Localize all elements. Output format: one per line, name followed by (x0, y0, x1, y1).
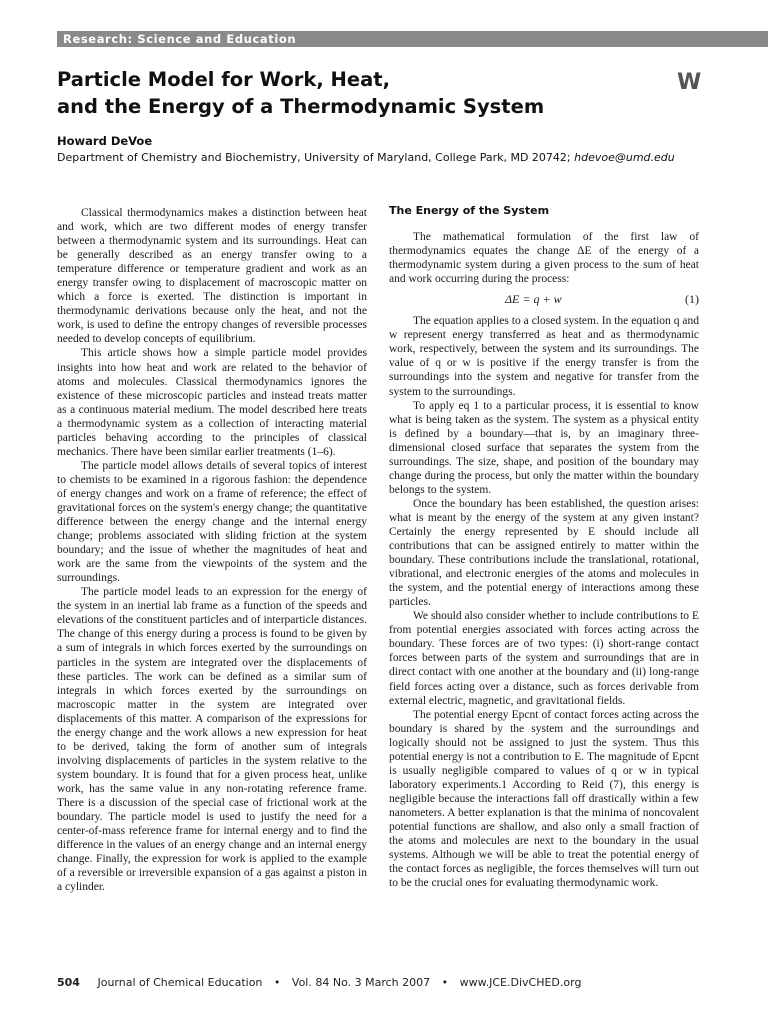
web-enhanced-logo-icon: W (677, 70, 701, 95)
author-email-link[interactable]: hdevoe@umd.edu (574, 151, 675, 164)
body-paragraph: To apply eq 1 to a particular process, it is essential to know what is being taken as the system. The system as a physical entity is defined by a boundary—that is, by an imaginary three-dimensional closed surface that separates the system from the surroundings. The size, shape, and position of the boundary may change during the process, but only the matter within the boundary belongs to the system. (389, 399, 699, 496)
page-footer (57, 976, 581, 989)
issue-info: Vol. 84 No. 3 March 2007 (291, 976, 431, 989)
title-line-2: and the Energy of a Thermodynamic System (57, 95, 545, 118)
article-title (57, 66, 637, 120)
body-paragraph: We should also consider whether to include contributions to E from potential energies associated with forces acting across the boundary. These forces are of two types: (i) short-range contact forces between parts of the system and surroundings that are in direct contact with one another at the boundary and (ii) long-range field forces acting over a distance, such as forces derivable from external electric, magnetic, and gravitational fields. (389, 610, 699, 707)
body-paragraph: This article shows how a simple particle model provides insights into how heat and work are related to the behavior of atoms and molecules. Classical thermodynamics ignores the existence of these microscopic particles and instead treats matter as a continuous material medium. The model described here treats a thermodynamic system as a collection of interacting material particles behaving according to the principles of classical mechanics. There have been similar earlier treatments (1–6). (57, 347, 367, 458)
body-paragraph: Once the boundary has been established, the question arises: what is meant by the energy of the system at any given instant? Certainly the energy represented by E should include all contributions that can be assigned entirely to matter within the boundary. These contributions include the translational, rotational, vibrational, and electronic energies of the atoms and molecules in the system, and the potential energy of interactions among these particles. (389, 497, 699, 609)
body-paragraph: The particle model allows details of several topics of interest to chemists to be examined in a rigorous fashion: the dependence of energy changes and work on a frame of reference; the effect of gravitational forces on the system's energy change; the quantitative difference between the energy change and the internal energy change; problems associated with sliding friction at the system boundary; and the issue of whether the magnitudes of heat and work are the same from the viewpoints of the system and the surroundings. (57, 459, 367, 585)
section-banner (57, 31, 768, 47)
page-number: 504 (57, 976, 80, 989)
section-heading: The Energy of the System (389, 204, 550, 217)
journal-website-link[interactable]: www.JCE.DivCHED.org (459, 976, 582, 989)
equation-1 (389, 292, 699, 306)
equation-number: (1) (685, 292, 699, 307)
bullet-separator: • (441, 976, 449, 989)
right-column (389, 204, 699, 890)
equation-expression: ΔE = q + w (505, 292, 562, 307)
body-paragraph: The mathematical formulation of the first law of thermodynamics equates the change ΔE of the energy of a thermodynamic system during a given process to the sum of heat and work occurring during the process: (389, 231, 699, 286)
body-paragraph: The particle model leads to an expression for the energy of the system in an inertial lab frame as a function of the speeds and elevations of the constituent particles and of interparticle distances. The change of this energy during a process is found to be given by a sum of integrals in which forces exerted by the surroundings on particles in the system are integrated over the displacements of these particles. The work can be defined as a similar sum of integrals in which forces exerted by the surroundings on macroscopic matter in the system are integrated over displacements of this matter. A comparison of the expressions for the energy change and the work allows a new expression for heat to be derived, taking the form of another sum of integrals involving displacements of particles in the system relative to the system boundary. It is found that for a given process heat, unlike work, has the same value in any non-rotating reference frame. There is a discussion of the special case of frictional work at the boundary. The particle model is used to justify the need for a center-of-mass reference frame for internal energy and to find the difference in the values of an energy change and an internal energy change. Finally, the expression for work is applied to the example of a reversible or irreversible expansion of a gas against a piston in a cylinder. (57, 586, 367, 894)
body-paragraph: The potential energy Epcnt of contact forces acting across the boundary is shared by the system and the surroundings and logically should not be assigned to just the system. Thus this potential energy is not a contribution to E. The magnitude of Epcnt is usually negligible compared to values of q or w in typical laboratory experiments.1 According to Reid (7), this energy is negligible because the interactions fall off drastically within a few nanometers. A better explanation is that the minima of noncovalent potential functions are shallow, and also only a small fraction of the atoms and molecules are next to the boundary in the usual systems. Although we will be able to treat the potential energy of the contact forces as negligible, the forces themselves will turn out to be the crucial ones for evaluating thermodynamic work. (389, 708, 699, 890)
author-affiliation (57, 151, 675, 164)
body-paragraph: Classical thermodynamics makes a distinction between heat and work, which are two different modes of energy transfer between a thermodynamic system and its surroundings. Heat can be generally described as an energy transfer owing to a temperature difference or temperature gradient and work as an energy transfer owing to displacement of macroscopic matter on which a force is exerted. The distinction is important in thermodynamic derivations because only the heat, and not the work, is used to define the entropy changes of reversible processes needed to develop concepts of equilibrium. (57, 207, 367, 346)
journal-name: Journal of Chemical Education (97, 976, 263, 989)
left-column (57, 206, 367, 894)
section-label: Research: Science and Education (63, 32, 297, 46)
author-name: Howard DeVoe (57, 134, 153, 148)
title-line-1: Particle Model for Work, Heat, (57, 68, 390, 91)
body-paragraph: The equation applies to a closed system. In the equation q and w represent energy transferred as heat and as thermodynamic work, respectively, between the system and its surroundings. The value of q or w is positive if the energy transfer is from the surroundings into the system and negative for transfer from the system to the surroundings. (389, 315, 699, 398)
affiliation-text: Department of Chemistry and Biochemistry, University of Maryland, College Park, MD 20742; (57, 151, 571, 164)
bullet-separator: • (273, 976, 281, 989)
